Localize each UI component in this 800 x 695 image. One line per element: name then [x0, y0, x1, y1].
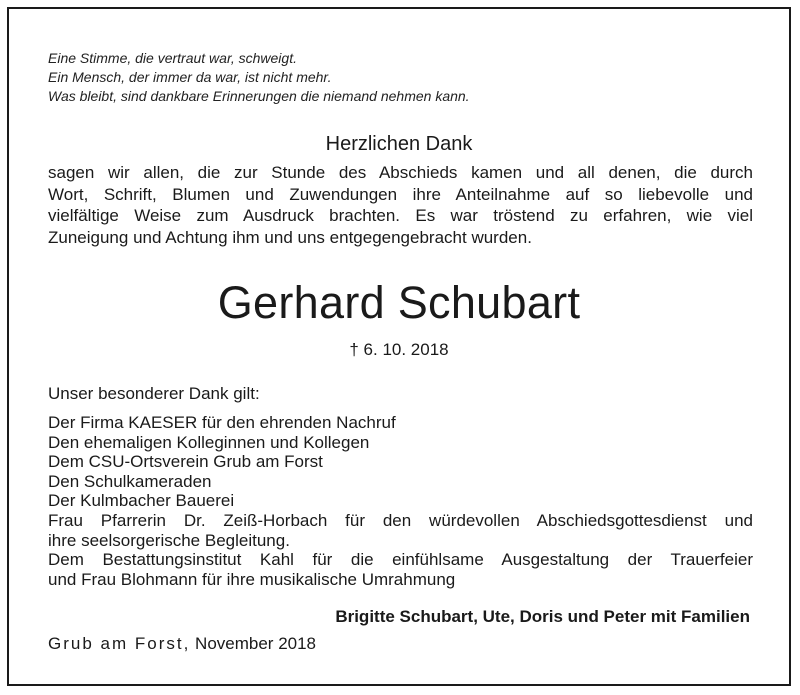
special-thanks-item: Frau Pfarrerin Dr. Zeiß-Horbach für den würdevollen Abschiedsgottesdienst und [48, 510, 753, 530]
special-thanks-item: Den ehemaligen Kolleginnen und Kollegen [48, 432, 370, 452]
family-signature: Brigitte Schubart, Ute, Doris und Peter mit Familien [335, 607, 750, 626]
thanks-line: vielfältige Weise zum Ausdruck brachten. Es war tröstend zu erfahren, wie viel [48, 206, 753, 225]
thanks-line: Zuneigung und Achtung ihm und uns entgegengebracht wurden. [48, 227, 532, 247]
special-thanks-list [48, 413, 753, 589]
poem-line: Eine Stimme, die vertraut war, schweigt. [48, 50, 297, 66]
special-thanks-item: Dem Bestattungsinstitut Kahl für die einfühlsame Ausgestaltung der Trauerfeier [48, 550, 753, 570]
special-thanks-item: Der Firma KAESER für den ehrenden Nachruf [48, 413, 396, 432]
poem-line: Ein Mensch, der immer da war, ist nicht mehr. [48, 69, 332, 85]
poem-line: Was bleibt, sind dankbare Erinnerungen die niemand nehmen kann. [48, 88, 470, 104]
place-and-date [48, 633, 316, 655]
date: November 2018 [195, 634, 317, 653]
death-date: † 6. 10. 2018 [349, 340, 449, 359]
thanks-line: sagen wir allen, die zur Stunde des Abschieds kamen und all denen, die durch [48, 163, 753, 182]
special-thanks-item: und Frau Blohmann für ihre musikalische Umrahmung [48, 569, 456, 589]
memorial-poem [48, 49, 470, 106]
thanks-paragraph [48, 162, 753, 248]
place: Grub am Forst, [48, 634, 191, 653]
thanks-line: Wort, Schrift, Blumen und Zuwendungen ihre Anteilnahme auf so liebevolle und [48, 184, 753, 204]
special-thanks-item: Der Kulmbacher Bauerei [48, 491, 235, 511]
special-thanks-item: ihre seelsorgerische Begleitung. [48, 530, 290, 550]
special-thanks-item: Dem CSU-Ortsverein Grub am Forst [48, 452, 323, 472]
special-thanks-intro: Unser besonderer Dank gilt: [48, 384, 260, 403]
special-thanks-item: Den Schulkameraden [48, 471, 212, 491]
obituary-notice [7, 7, 791, 686]
deceased-name: Gerhard Schubart [217, 277, 581, 328]
thanks-heading: Herzlichen Dank [325, 133, 473, 155]
